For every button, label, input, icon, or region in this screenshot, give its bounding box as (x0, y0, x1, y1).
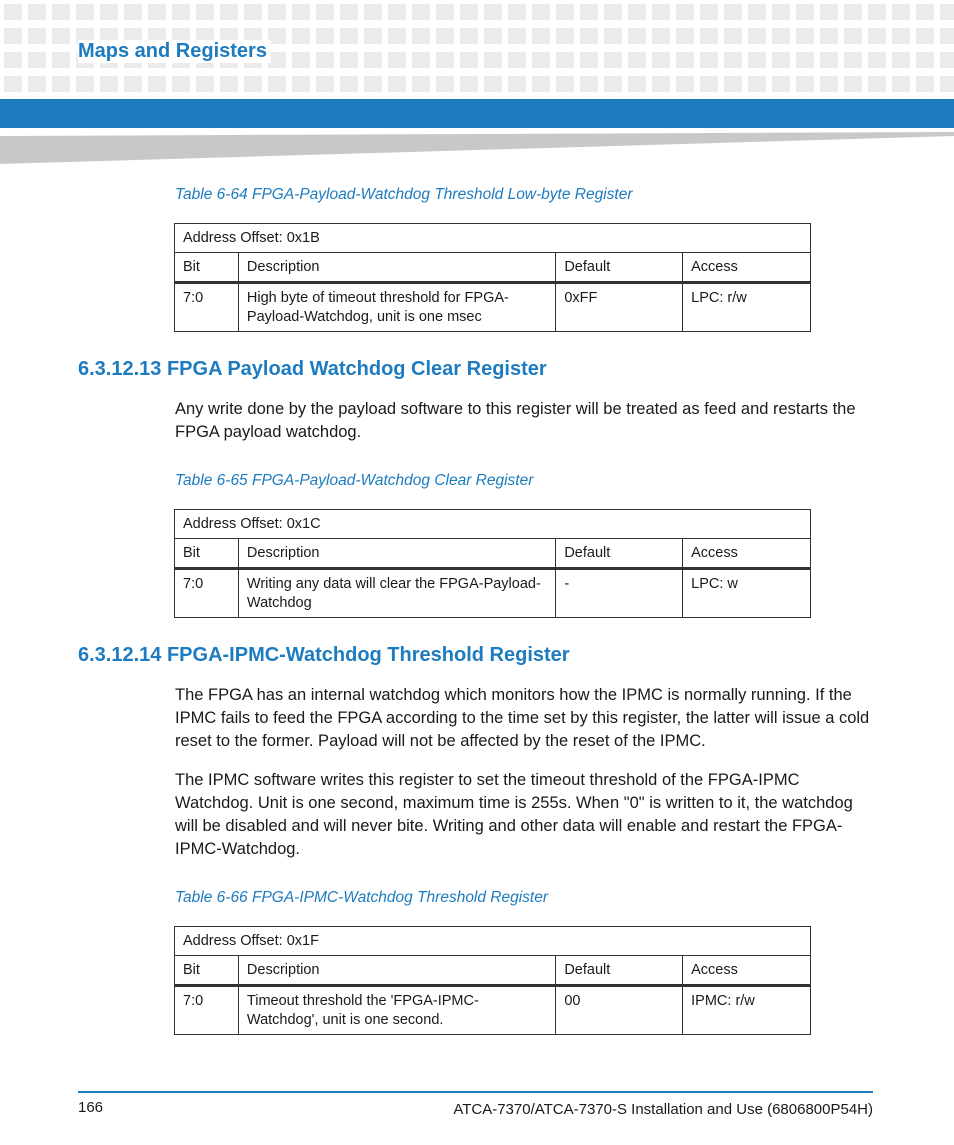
register-table-0x1c (174, 509, 811, 618)
cell-bit: 7:0 (175, 283, 239, 332)
header-blue-bar (0, 99, 954, 128)
header-default: Default (556, 539, 683, 569)
body-paragraph: The IPMC software writes this register to set the timeout threshold of the FPGA-IPMC Watchdog. Unit is one second, maximum time is 255s. When "0" is written to it, the watchdog will be disabled and will never bite. Writing and other data will enable and restart the FPGA-IPMC-Watchdog. (175, 771, 853, 858)
table-header-row (175, 539, 811, 569)
cell-access: LPC: r/w (683, 283, 811, 332)
table-header-row (175, 253, 811, 283)
table-caption: Table 6-66 FPGA-IPMC-Watchdog Threshold Register (175, 889, 549, 906)
address-offset: Address Offset: 0x1C (175, 510, 811, 539)
header-default: Default (556, 253, 683, 283)
table-row (175, 569, 811, 618)
table-row (175, 283, 811, 332)
header-bit: Bit (175, 539, 239, 569)
header-description: Description (238, 253, 555, 283)
table-caption: Table 6-64 FPGA-Payload-Watchdog Threshold Low-byte Register (175, 186, 633, 203)
section-heading: 6.3.12.14 FPGA-IPMC-Watchdog Threshold Register (78, 644, 570, 666)
address-offset: Address Offset: 0x1F (175, 927, 811, 956)
cell-default: 00 (556, 986, 683, 1035)
cell-access: LPC: w (683, 569, 811, 618)
document-title: ATCA-7370/ATCA-7370-S Installation and Use (6806800P54H) (453, 1101, 873, 1118)
table-caption: Table 6-65 FPGA-Payload-Watchdog Clear Register (175, 472, 534, 489)
cell-description: Writing any data will clear the FPGA-Payload-Watchdog (238, 569, 555, 618)
header-access: Access (683, 956, 811, 986)
register-table-0x1b (174, 223, 811, 332)
body-paragraph: The FPGA has an internal watchdog which monitors how the IPMC is normally running. If the IPMC fails to feed the FPGA according to the time set by this register, the latter will issue a cold reset to the former. Payload will not be affected by the reset of the IPMC. (175, 686, 870, 750)
header-access: Access (683, 539, 811, 569)
cell-bit: 7:0 (175, 986, 239, 1035)
cell-default: 0xFF (556, 283, 683, 332)
body-paragraph: Any write done by the payload software to this register will be treated as feed and restarts the FPGA payload watchdog. (175, 400, 856, 441)
table-header-row (175, 956, 811, 986)
header-bit: Bit (175, 253, 239, 283)
header-description: Description (238, 956, 555, 986)
cell-default: - (556, 569, 683, 618)
footer-rule (78, 1091, 873, 1093)
cell-description: High byte of timeout threshold for FPGA-Payload-Watchdog, unit is one msec (238, 283, 555, 332)
address-offset: Address Offset: 0x1B (175, 224, 811, 253)
table-row (175, 986, 811, 1035)
page-number: 166 (78, 1099, 104, 1116)
header-grey-wedge (0, 128, 954, 164)
header-default: Default (556, 956, 683, 986)
cell-bit: 7:0 (175, 569, 239, 618)
header-access: Access (683, 253, 811, 283)
register-table-0x1f (174, 926, 811, 1035)
header-description: Description (238, 539, 555, 569)
section-heading: 6.3.12.13 FPGA Payload Watchdog Clear Register (78, 358, 547, 380)
page-section-title: Maps and Registers (78, 40, 271, 63)
cell-access: IPMC: r/w (683, 986, 811, 1035)
header-bit: Bit (175, 956, 239, 986)
cell-description: Timeout threshold the 'FPGA-IPMC-Watchdog', unit is one second. (238, 986, 555, 1035)
